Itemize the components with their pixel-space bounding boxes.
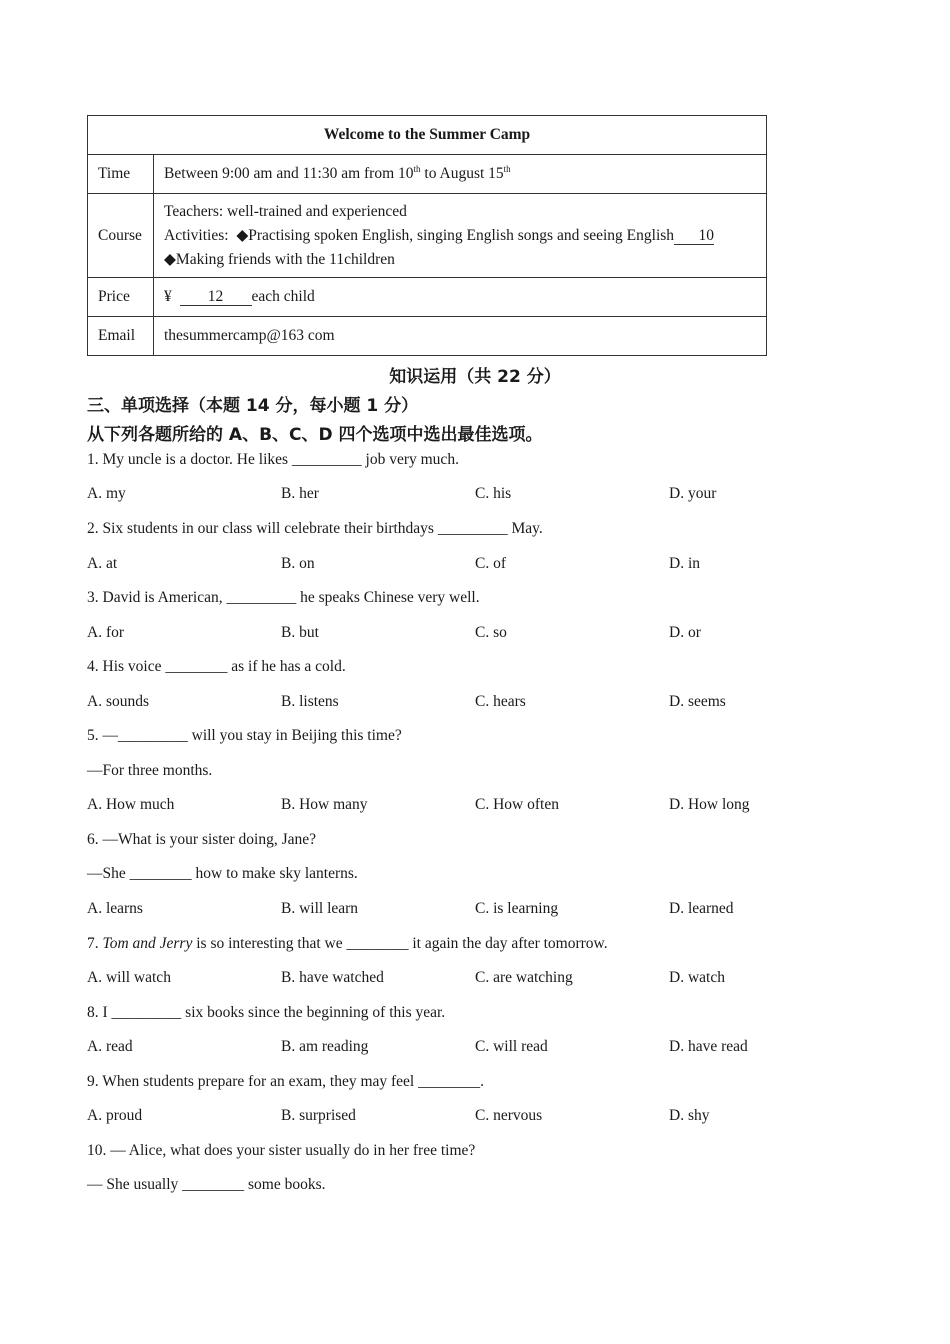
time-value: Between 9:00 am and 11:30 am from 10th to August 15th [154,155,767,194]
q9-option-b[interactable]: B. surprised [281,1107,356,1124]
question-10-stem: 10. — Alice, what does your sister usually do in her free time? [87,1142,476,1159]
q1-option-b[interactable]: B. her [281,485,319,502]
question-9-stem: 9. When students prepare for an exam, they may feel ________. [87,1073,484,1090]
table-title: Welcome to the Summer Camp [88,116,767,155]
table-row-price [88,278,767,317]
table-row-email [88,317,767,356]
table-row-course [88,194,767,278]
blank-12[interactable]: 12 [180,289,252,306]
q3-option-a[interactable]: A. for [87,624,125,641]
part-heading: 三、单项选择（本题 14 分，每小题 1 分） [87,396,419,416]
table-row-time [88,155,767,194]
q3-option-d[interactable]: D. or [669,624,701,641]
question-7-stem: 7. Tom and Jerry is so interesting that we ________ it again the day after tomorrow. [87,935,608,952]
course-teachers: Teachers: well-trained and experienced [164,202,407,220]
question-4-stem: 4. His voice ________ as if he has a cold. [87,658,346,675]
q8-option-b[interactable]: B. am reading [281,1038,369,1055]
course-label: Course [88,194,154,278]
q4-option-b[interactable]: B. listens [281,693,339,710]
price-value: ¥ 12 each child [154,278,767,317]
q1-option-d[interactable]: D. your [669,485,717,502]
q1-option-a[interactable]: A. my [87,485,126,502]
q4-option-d[interactable]: D. seems [669,693,726,710]
q6-option-d[interactable]: D. learned [669,900,734,917]
q9-option-d[interactable]: D. shy [669,1107,710,1124]
question-10-stem-2: — She usually ________ some books. [87,1176,326,1193]
q2-option-a[interactable]: A. at [87,555,118,572]
q3-option-b[interactable]: B. but [281,624,319,641]
email-label: Email [88,317,154,356]
q9-option-a[interactable]: A. proud [87,1107,143,1124]
section-title: 知识运用（共 22 分） [389,367,561,387]
q2-option-c[interactable]: C. of [475,555,506,572]
q8-option-a[interactable]: A. read [87,1038,133,1055]
q2-option-d[interactable]: D. in [669,555,700,572]
question-5-stem-2: —For three months. [87,762,213,779]
q5-option-d[interactable]: D. How long [669,796,750,813]
instruction: 从下列各题所给的 A、B、C、D 四个选项中选出最佳选项。 [87,425,543,445]
question-8-stem: 8. I _________ six books since the beginning of this year. [87,1004,446,1021]
q6-option-c[interactable]: C. is learning [475,900,559,917]
q7-option-a[interactable]: A. will watch [87,969,171,986]
q8-option-d[interactable]: D. have read [669,1038,748,1055]
time-label: Time [88,155,154,194]
course-value [154,194,767,278]
q2-option-b[interactable]: B. on [281,555,315,572]
email-value: thesummercamp@163 com [154,317,767,356]
question-2-stem: 2. Six students in our class will celebrate their birthdays _________ May. [87,520,543,537]
q5-option-a[interactable]: A. How much [87,796,175,813]
course-friends: ◆Making friends with the 11children [164,250,395,268]
summer-camp-table [87,115,767,356]
q4-option-a[interactable]: A. sounds [87,693,150,710]
q3-option-c[interactable]: C. so [475,624,507,641]
q8-option-c[interactable]: C. will read [475,1038,548,1055]
q5-option-b[interactable]: B. How many [281,796,368,813]
q4-option-c[interactable]: C. hears [475,693,526,710]
question-6-stem-2: —She ________ how to make sky lanterns. [87,865,358,882]
blank-11[interactable]: 11 [329,250,345,268]
q9-option-c[interactable]: C. nervous [475,1107,543,1124]
price-label: Price [88,278,154,317]
q1-option-c[interactable]: C. his [475,485,512,502]
question-6-stem: 6. —What is your sister doing, Jane? [87,831,317,848]
q7-option-c[interactable]: C. are watching [475,969,573,986]
title-tom-and-jerry: Tom and Jerry [102,935,193,952]
question-3-stem: 3. David is American, _________ he speaks Chinese very well. [87,589,480,606]
q7-option-b[interactable]: B. have watched [281,969,384,986]
question-5-stem: 5. —_________ will you stay in Beijing this time? [87,727,402,744]
q6-option-b[interactable]: B. will learn [281,900,359,917]
blank-10[interactable]: 10 [674,228,714,245]
q5-option-c[interactable]: C. How often [475,796,559,813]
q7-option-d[interactable]: D. watch [669,969,725,986]
question-1-stem: 1. My uncle is a doctor. He likes _________ job very much. [87,451,459,468]
q6-option-a[interactable]: A. learns [87,900,143,917]
course-activities: Activities: ◆Practising spoken English, singing English songs and seeing English 10 [164,226,715,244]
